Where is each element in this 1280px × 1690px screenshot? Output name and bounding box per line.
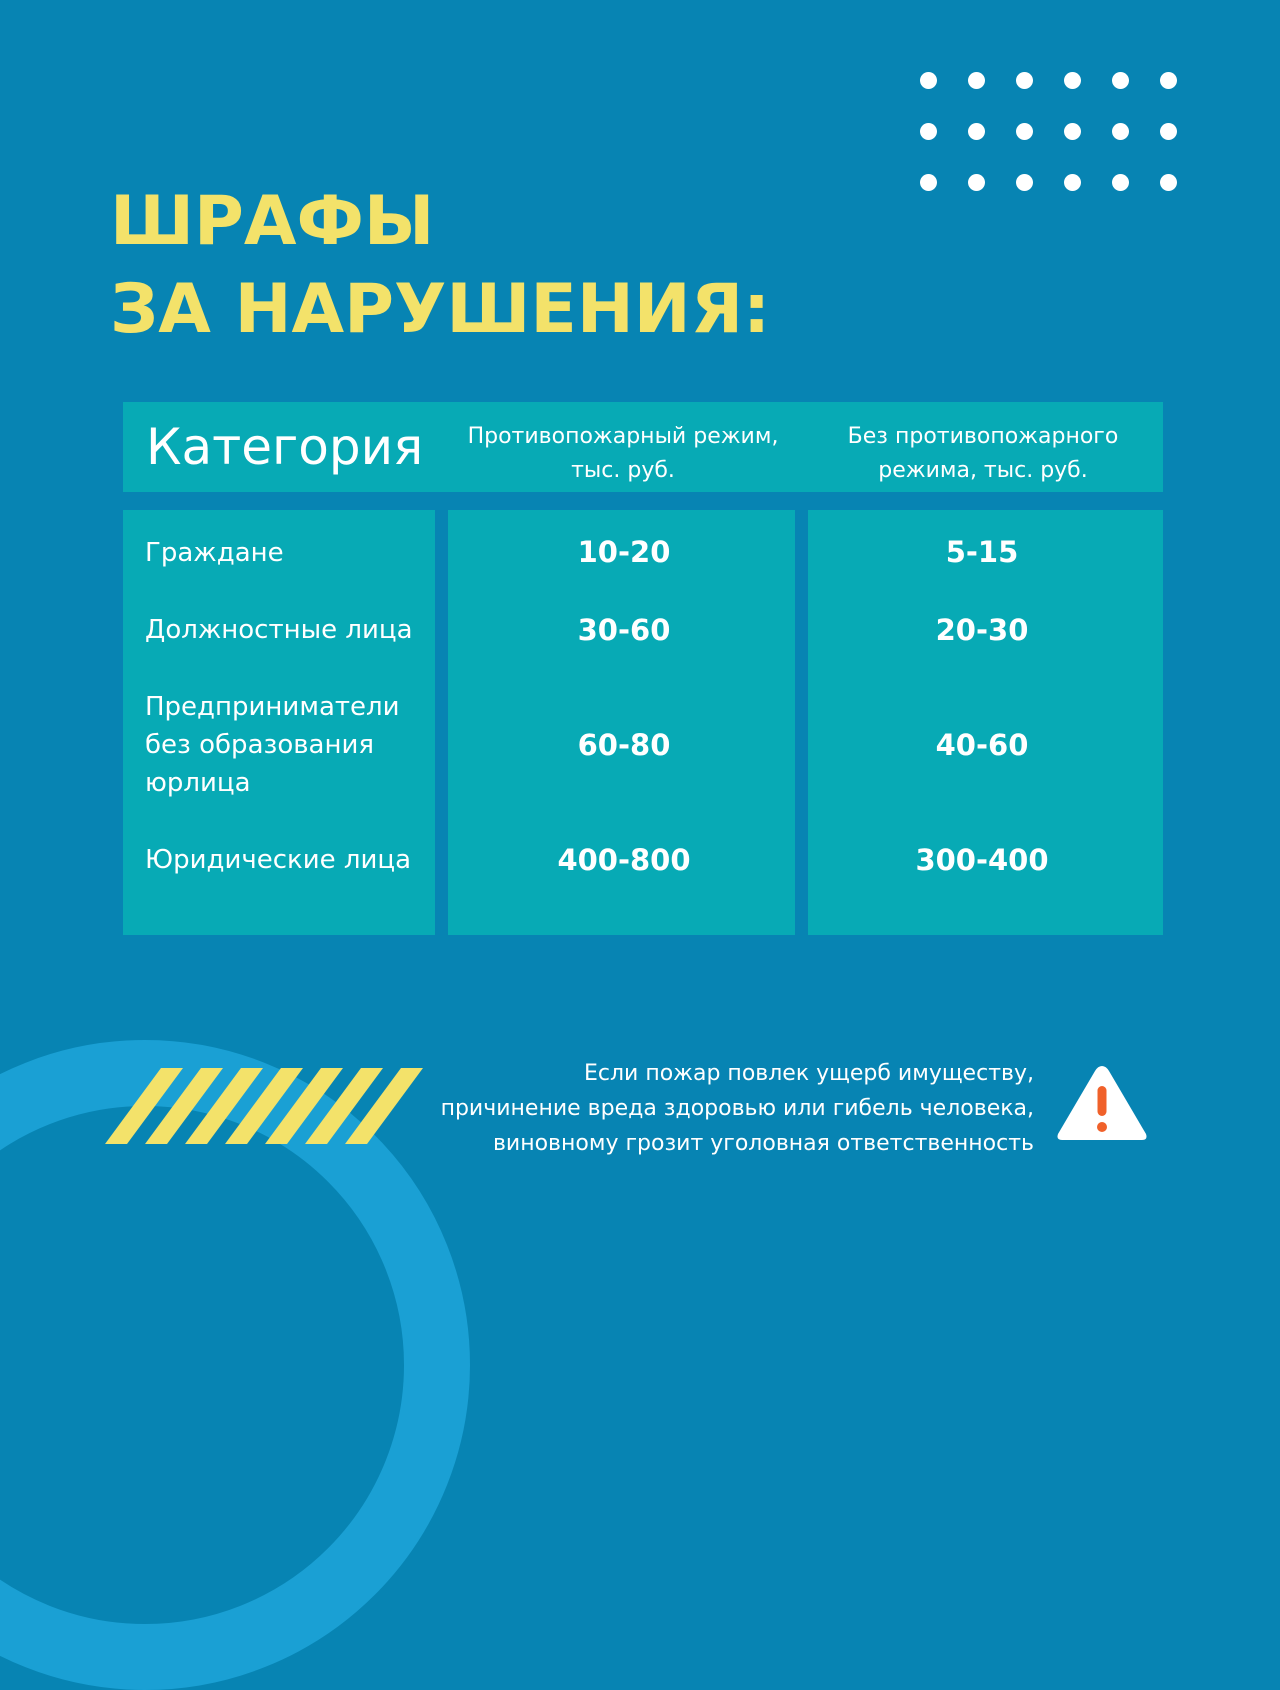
header-fire-regime: Противопожарный режим, тыс. руб. [467, 424, 779, 483]
dot [968, 174, 985, 191]
row-value-legal-entities-fire: 400-800 [557, 843, 691, 877]
dot [920, 174, 937, 191]
dot [1160, 174, 1177, 191]
hazard-stripes-decoration [105, 1068, 425, 1144]
row-value-citizens-fire: 10-20 [577, 535, 671, 569]
note-line-2: причинение вреда здоровью или гибель человека, [440, 1096, 1034, 1121]
row-label-citizens: Граждане [145, 538, 284, 568]
dot [1112, 174, 1129, 191]
header-category: Категория [146, 418, 424, 476]
page-title [110, 178, 770, 354]
dot [968, 72, 985, 89]
header-no-fire-regime: Без противопожарного режима, тыс. руб. [847, 424, 1119, 483]
dot [920, 72, 937, 89]
dot [1112, 123, 1129, 140]
dot [1064, 72, 1081, 89]
row-value-entrepreneurs-fire: 60-80 [577, 728, 671, 762]
dot-grid-decoration [910, 64, 1190, 200]
title-line-1: ШРАФЫ [110, 182, 435, 261]
dot [1064, 123, 1081, 140]
row-label-entrepreneurs: Предприниматели без образования юрлица [145, 692, 400, 798]
dot [1160, 72, 1177, 89]
dot [1016, 123, 1033, 140]
row-value-legal-entities-nofire: 300-400 [915, 843, 1049, 877]
row-label-legal-entities: Юридические лица [145, 845, 412, 875]
row-value-officials-nofire: 20-30 [935, 613, 1029, 647]
dot [1160, 123, 1177, 140]
dot [1064, 174, 1081, 191]
warning-triangle-icon [1054, 1060, 1150, 1146]
dot [1112, 72, 1129, 89]
note-line-3: виновному грозит уголовная ответственность [492, 1131, 1034, 1156]
dot [968, 123, 985, 140]
note-line-1: Если пожар повлек ущерб имуществу, [583, 1061, 1034, 1086]
title-line-2: ЗА НАРУШЕНИЯ: [110, 270, 771, 349]
dot [1016, 72, 1033, 89]
dot [920, 123, 937, 140]
row-label-officials: Должностные лица [145, 615, 413, 645]
dot [1016, 174, 1033, 191]
row-value-officials-fire: 30-60 [577, 613, 671, 647]
row-value-entrepreneurs-nofire: 40-60 [935, 728, 1029, 762]
criminal-liability-note [400, 1056, 1034, 1161]
row-value-citizens-nofire: 5-15 [945, 535, 1019, 569]
